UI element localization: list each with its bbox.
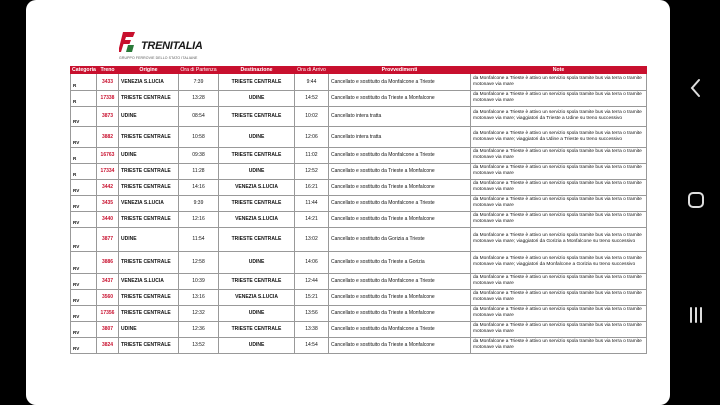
- row-train-number: 3437: [97, 273, 119, 289]
- row-train-number: 3433: [97, 74, 119, 91]
- row-arrival-time: 10:02: [295, 106, 329, 126]
- row-arrival-time: 14:52: [295, 90, 329, 106]
- row-destination: TRIESTE CENTRALE: [219, 321, 295, 337]
- row-measure: Cancellato intera tratta: [329, 126, 471, 147]
- header-measures: Provvedimenti: [329, 67, 471, 74]
- row-origin: VENEZIA S.LUCIA: [119, 273, 179, 289]
- row-destination: TRIESTE CENTRALE: [219, 74, 295, 91]
- row-note: da Monfalcone a Trieste è attivo un servizio spola tramite bus via terra o tramite motonave via mare; viaggiatori da Udine a Trieste su treno successivo: [471, 126, 647, 147]
- row-departure-time: 08:54: [179, 106, 219, 126]
- row-arrival-time: 11:02: [295, 147, 329, 163]
- row-train-number: 17356: [97, 305, 119, 321]
- document-page: [26, 0, 670, 405]
- row-note: da Monfalcone a Trieste è attivo un servizio spola tramite bus via terra o tramite motonave via mare: [471, 74, 647, 91]
- home-icon[interactable]: [684, 188, 708, 212]
- row-destination: UDINE: [219, 126, 295, 147]
- row-origin: TRIESTE CENTRALE: [119, 90, 179, 106]
- row-origin: TRIESTE CENTRALE: [119, 251, 179, 273]
- row-note: da Monfalcone a Trieste è attivo un servizio spola tramite bus via terra o tramite motonave via mare: [471, 90, 647, 106]
- row-departure-time: 13:16: [179, 289, 219, 305]
- header-departure: Ora di Partenza: [180, 67, 217, 73]
- row-category: RV: [71, 305, 97, 321]
- row-note: da Monfalcone a Trieste è attivo un servizio spola tramite bus via terra o tramite motonave via mare: [471, 273, 647, 289]
- row-arrival-time: 13:56: [295, 305, 329, 321]
- cancellations-table: [70, 66, 647, 354]
- row-note: da Monfalcone a Trieste è attivo un servizio spola tramite bus via terra o tramite motonave via mare; viaggiatori da Gorizia a Monfalcone su treno successivo: [471, 227, 647, 251]
- brand-subtitle: GRUPPO FERROVIE DELLO STATO ITALIANE: [119, 56, 198, 60]
- table-row: [71, 289, 647, 305]
- row-category: RV: [71, 126, 97, 147]
- row-train-number: 3435: [97, 195, 119, 211]
- row-origin: TRIESTE CENTRALE: [119, 289, 179, 305]
- row-origin: TRIESTE CENTRALE: [119, 337, 179, 353]
- row-category: RV: [71, 195, 97, 211]
- row-train-number: 17334: [97, 163, 119, 179]
- row-origin: UDINE: [119, 106, 179, 126]
- row-departure-time: 14:16: [179, 179, 219, 195]
- table-row: [71, 90, 647, 106]
- row-category: RV: [71, 321, 97, 337]
- android-nav-bar: [672, 0, 720, 405]
- row-destination: TRIESTE CENTRALE: [219, 195, 295, 211]
- row-note: da Monfalcone a Trieste è attivo un servizio spola tramite bus via terra o tramite motonave via mare: [471, 289, 647, 305]
- row-destination: TRIESTE CENTRALE: [219, 273, 295, 289]
- row-arrival-time: 14:06: [295, 251, 329, 273]
- row-destination: UDINE: [219, 90, 295, 106]
- row-departure-time: 09:38: [179, 147, 219, 163]
- table-row: [71, 211, 647, 227]
- row-measure: Cancellato e sostituito da Trieste a Monfalcone: [329, 90, 471, 106]
- back-chevron-icon[interactable]: [684, 76, 708, 100]
- row-departure-time: 13:28: [179, 90, 219, 106]
- row-category: R: [71, 90, 97, 106]
- row-departure-time: 12:16: [179, 211, 219, 227]
- table-row: [71, 147, 647, 163]
- row-note: da Monfalcone a Trieste è attivo un servizio spola tramite bus via terra o tramite motonave via mare: [471, 305, 647, 321]
- header-train: Treno: [97, 67, 119, 74]
- row-measure: Cancellato e sostituito da Gorizia a Trieste: [329, 227, 471, 251]
- row-category: RV: [71, 337, 97, 353]
- row-origin: TRIESTE CENTRALE: [119, 211, 179, 227]
- row-note: da Monfalcone a Trieste è attivo un servizio spola tramite bus via terra o tramite motonave via mare: [471, 195, 647, 211]
- trenitalia-fs-logo-icon: [119, 30, 139, 54]
- row-arrival-time: 14:54: [295, 337, 329, 353]
- header-arrival: Ora di Arrivo: [295, 67, 329, 74]
- row-arrival-time: 13:38: [295, 321, 329, 337]
- row-note: da Monfalcone a Trieste è attivo un servizio spola tramite bus via terra o tramite motonave via mare; viaggiatori da Trieste a Udine su treno successivo: [471, 106, 647, 126]
- row-departure-time: 12:36: [179, 321, 219, 337]
- row-note: da Monfalcone a Trieste è attivo un servizio spola tramite bus via terra o tramite motonave via mare: [471, 337, 647, 353]
- row-train-number: 3442: [97, 179, 119, 195]
- row-measure: Cancellato e sostituito da Trieste a Gorizia: [329, 251, 471, 273]
- row-measure: Cancellato e sostituito da Trieste a Monfalcone: [329, 211, 471, 227]
- row-arrival-time: 11:44: [295, 195, 329, 211]
- row-train-number: 3882: [97, 126, 119, 147]
- row-origin: TRIESTE CENTRALE: [119, 126, 179, 147]
- row-category: R: [71, 74, 97, 91]
- row-train-number: 16763: [97, 147, 119, 163]
- row-measure: Cancellato e sostituito da Trieste a Monfalcone: [329, 337, 471, 353]
- row-train-number: 3886: [97, 251, 119, 273]
- row-departure-time: 9:39: [179, 195, 219, 211]
- row-arrival-time: 15:21: [295, 289, 329, 305]
- header-category: Categoria: [72, 67, 96, 73]
- row-destination: UDINE: [219, 163, 295, 179]
- row-category: R: [71, 147, 97, 163]
- table-row: [71, 251, 647, 273]
- table-row: [71, 321, 647, 337]
- row-departure-time: 10:39: [179, 273, 219, 289]
- row-measure: Cancellato intera tratta: [329, 106, 471, 126]
- table-row: [71, 126, 647, 147]
- table-row: [71, 163, 647, 179]
- row-destination: VENEZIA S.LUCIA: [219, 289, 295, 305]
- row-arrival-time: 12:44: [295, 273, 329, 289]
- row-train-number: 3440: [97, 211, 119, 227]
- row-measure: Cancellato e sostituito da Monfalcone a Trieste: [329, 147, 471, 163]
- table-row: [71, 195, 647, 211]
- row-origin: UDINE: [119, 227, 179, 251]
- row-arrival-time: 13:02: [295, 227, 329, 251]
- row-origin: VENEZIA S.LUCIA: [119, 195, 179, 211]
- header-origin: Origine: [119, 67, 179, 74]
- trenitalia-logo: [119, 30, 249, 64]
- table-row: [71, 337, 647, 353]
- row-origin: TRIESTE CENTRALE: [119, 179, 179, 195]
- row-departure-time: 13:52: [179, 337, 219, 353]
- row-category: RV: [71, 289, 97, 305]
- row-departure-time: 12:58: [179, 251, 219, 273]
- row-arrival-time: 12:06: [295, 126, 329, 147]
- row-destination: UDINE: [219, 251, 295, 273]
- row-category: RV: [71, 251, 97, 273]
- row-note: da Monfalcone a Trieste è attivo un servizio spola tramite bus via terra o tramite motonave via mare: [471, 163, 647, 179]
- row-arrival-time: 12:52: [295, 163, 329, 179]
- table-row: [71, 74, 647, 91]
- row-origin: TRIESTE CENTRALE: [119, 305, 179, 321]
- table-row: [71, 305, 647, 321]
- recent-apps-icon[interactable]: [684, 303, 708, 327]
- row-category: RV: [71, 227, 97, 251]
- row-arrival-time: 9:44: [295, 74, 329, 91]
- row-train-number: 3560: [97, 289, 119, 305]
- row-note: da Monfalcone a Trieste è attivo un servizio spola tramite bus via terra o tramite motonave via mare: [471, 147, 647, 163]
- row-destination: TRIESTE CENTRALE: [219, 227, 295, 251]
- row-departure-time: 10:58: [179, 126, 219, 147]
- row-measure: Cancellato e sostituito da Monfalcone a Trieste: [329, 321, 471, 337]
- row-train-number: 3877: [97, 227, 119, 251]
- row-measure: Cancellato e sostituito da Trieste a Monfalcone: [329, 305, 471, 321]
- row-departure-time: 11:54: [179, 227, 219, 251]
- row-measure: Cancellato e sostituito da Monfalcone a Trieste: [329, 273, 471, 289]
- row-note: da Monfalcone a Trieste è attivo un servizio spola tramite bus via terra o tramite motonave via mare; viaggiatori da Monfalcone a Gorizia su treno successivo: [471, 251, 647, 273]
- row-departure-time: 12:32: [179, 305, 219, 321]
- row-category: RV: [71, 211, 97, 227]
- row-measure: Cancellato e sostituito da Monfalcone a Trieste: [329, 195, 471, 211]
- header-notes: Note: [471, 67, 647, 74]
- row-category: RV: [71, 179, 97, 195]
- row-measure: Cancellato e sostituito da Trieste a Monfalcone: [329, 179, 471, 195]
- row-departure-time: 11:28: [179, 163, 219, 179]
- table-row: [71, 227, 647, 251]
- row-arrival-time: 14:21: [295, 211, 329, 227]
- row-measure: Cancellato e sostituito da Monfalcone a Trieste: [329, 74, 471, 91]
- table-row: [71, 179, 647, 195]
- row-origin: UDINE: [119, 147, 179, 163]
- row-measure: Cancellato e sostituito da Trieste a Monfalcone: [329, 289, 471, 305]
- row-train-number: 17338: [97, 90, 119, 106]
- row-destination: VENEZIA S.LUCIA: [219, 179, 295, 195]
- table-row: [71, 106, 647, 126]
- row-destination: TRIESTE CENTRALE: [219, 106, 295, 126]
- table-row: [71, 273, 647, 289]
- row-note: da Monfalcone a Trieste è attivo un servizio spola tramite bus via terra o tramite motonave via mare: [471, 211, 647, 227]
- row-destination: UDINE: [219, 337, 295, 353]
- row-train-number: 3807: [97, 321, 119, 337]
- row-destination: VENEZIA S.LUCIA: [219, 211, 295, 227]
- row-departure-time: 7:39: [179, 74, 219, 91]
- row-note: da Monfalcone a Trieste è attivo un servizio spola tramite bus via terra o tramite motonave via mare: [471, 179, 647, 195]
- row-category: RV: [71, 273, 97, 289]
- row-origin: VENEZIA S.LUCIA: [119, 74, 179, 91]
- row-origin: UDINE: [119, 321, 179, 337]
- row-note: da Monfalcone a Trieste è attivo un servizio spola tramite bus via terra o tramite motonave via mare: [471, 321, 647, 337]
- header-destination: Destinazione: [219, 67, 295, 74]
- row-arrival-time: 16:21: [295, 179, 329, 195]
- row-origin: TRIESTE CENTRALE: [119, 163, 179, 179]
- row-category: R: [71, 163, 97, 179]
- row-train-number: 3873: [97, 106, 119, 126]
- table-header-row: [71, 67, 647, 74]
- brand-name: TRENITALIA: [141, 40, 203, 52]
- row-destination: UDINE: [219, 305, 295, 321]
- row-measure: Cancellato e sostituito da Trieste a Monfalcone: [329, 163, 471, 179]
- row-train-number: 3824: [97, 337, 119, 353]
- row-destination: TRIESTE CENTRALE: [219, 147, 295, 163]
- row-category: RV: [71, 106, 97, 126]
